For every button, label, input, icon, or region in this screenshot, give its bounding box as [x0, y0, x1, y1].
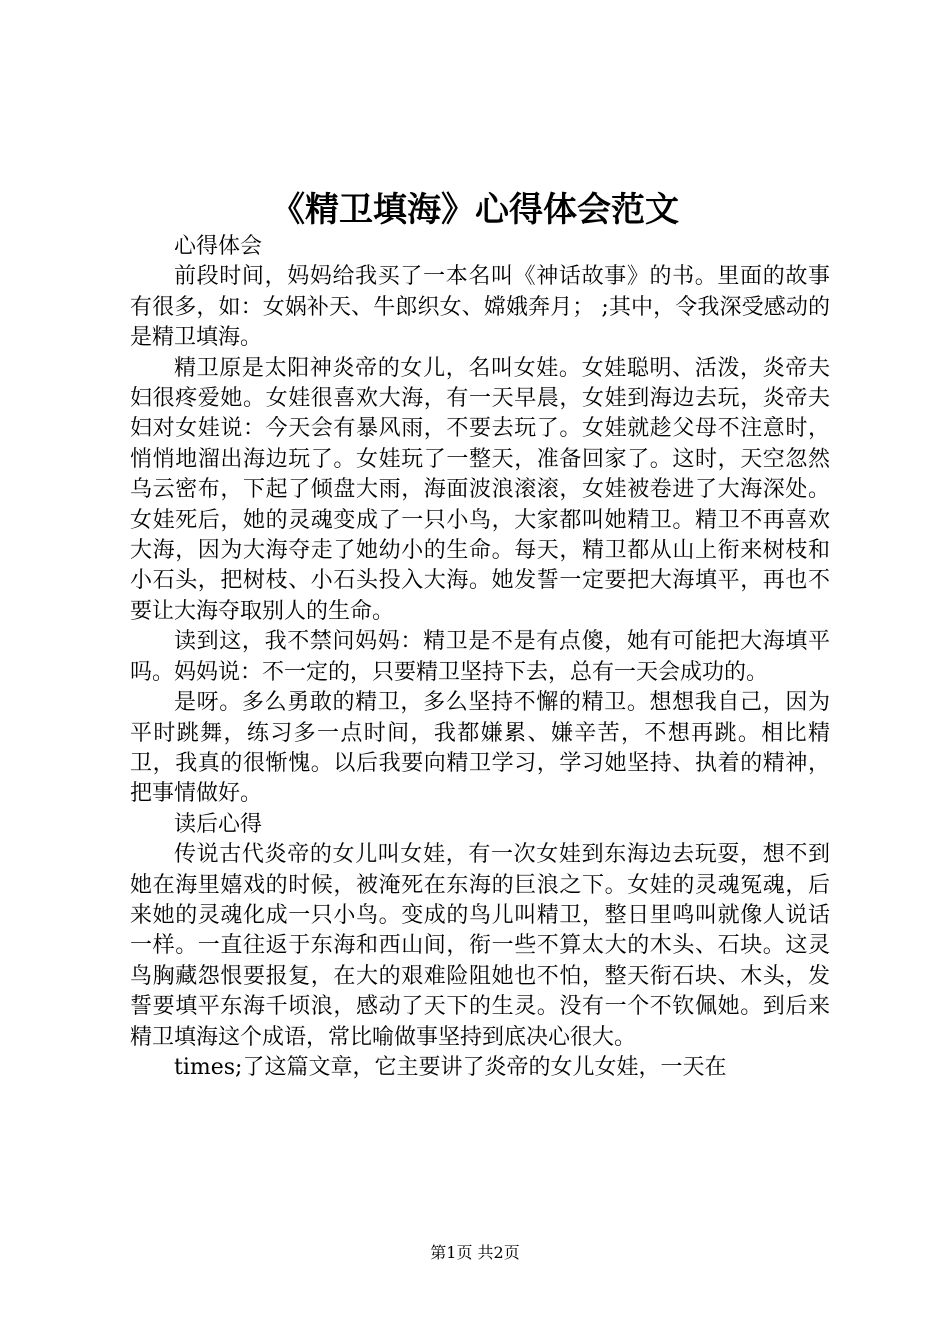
paragraph: 读到这，我不禁问妈妈：精卫是不是有点傻，她有可能把大海填平吗。妈妈说：不一定的，只要精卫坚持下去，总有一天会成功的。 [130, 629, 830, 685]
paragraph: 是呀。多么勇敢的精卫，多么坚持不懈的精卫。想想我自己，因为平时跳舞，练习多一点时间，我都嫌累、嫌辛苦，不想再跳。相比精卫，我真的很惭愧。以后我要向精卫学习，学习她坚持、执着的精神，把事情做好。 [130, 690, 830, 807]
paragraph: 心得体会 [174, 234, 263, 259]
document-body [130, 232, 830, 1083]
paragraph: 读后心得 [174, 811, 263, 837]
paragraph: 精卫原是太阳神炎帝的女儿，名叫女娃。女娃聪明、活泼，炎帝夫妇很疼爱她。女娃很喜欢大海，有一天早晨，女娃到海边去玩，炎帝夫妇对女娃说：今天会有暴风雨，不要去玩了。女娃就趁父母不注意时，悄悄地溜出海边玩了。女娃玩了一整天，准备回家了。这时，天空忽然乌云密布，下起了倾盘大雨，海面波浪滚滚，女娃被卷进了大海深处。女娃死后，她的灵魂变成了一只小鸟，大家都叫她精卫。精卫不再喜欢大海，因为大海夺走了她幼小的生命。每天，精卫都从山上衔来树枝和小石头，把树枝、小石头投入大海。她发誓一定要把大海填平，再也不要让大海夺取别人的生命。 [130, 355, 830, 624]
paragraph: times;了这篇文章，它主要讲了炎帝的女儿女娃，一天在 [174, 1054, 727, 1080]
page-footer: 第1页 共2页 [430, 1243, 520, 1262]
document-title: 《精卫填海》心得体会范文 [271, 190, 679, 230]
paragraph: 传说古代炎帝的女儿叫女娃，有一次女娃到东海边去玩耍，想不到她在海里嬉戏的时候，被淹死在东海的巨浪之下。女娃的灵魂冤魂，后来她的灵魂化成一只小鸟。变成的鸟儿叫精卫，整日里鸣叫就像人说话一样。一直往返于东海和西山间，衔一些不算太大的木头、石块。这灵鸟胸藏怨恨要报复，在大的艰难险阻她也不怕，整天衔石块、木头，发誓要填平东海千顷浪，感动了天下的生灵。没有一个不钦佩她。到后来精卫填海这个成语，常比喻做事坚持到底决心很大。 [130, 842, 830, 1050]
paragraph: 前段时间，妈妈给我买了一本名叫《神话故事》的书。里面的故事有很多，如：女娲补天、牛郎织女、嫦娥奔月； ;其中，令我深受感动的是精卫填海。 [130, 264, 830, 351]
